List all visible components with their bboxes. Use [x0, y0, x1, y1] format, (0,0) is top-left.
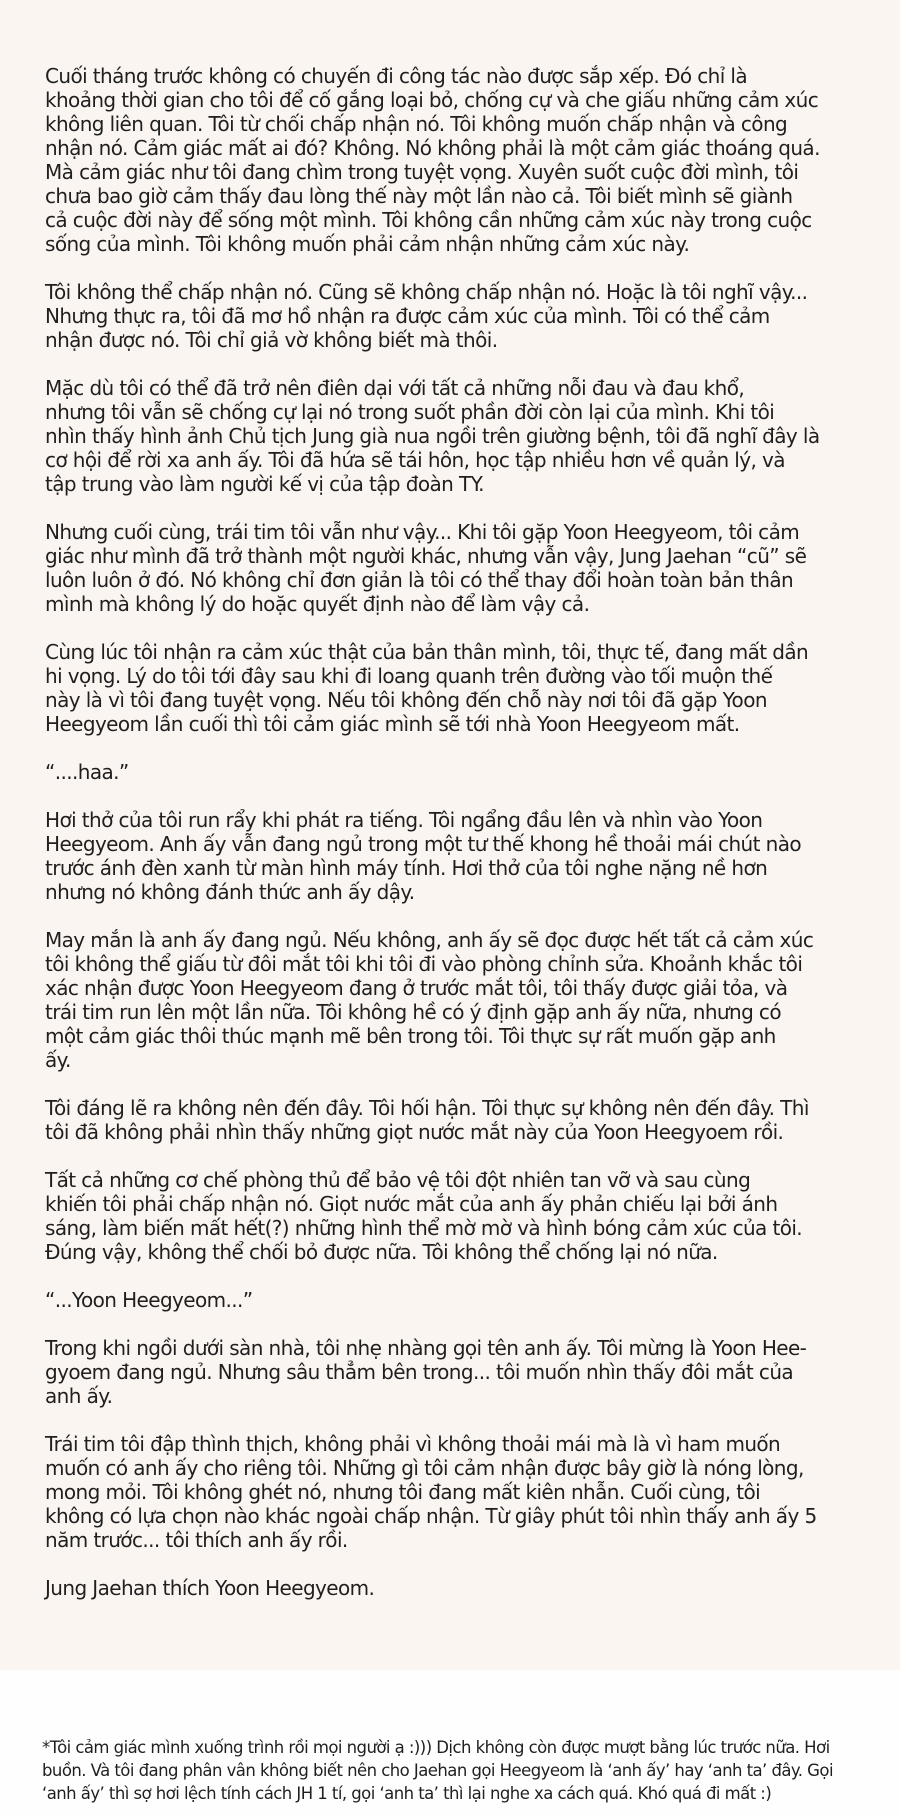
paragraph: [45, 280, 870, 352]
text-line: cả cuộc đời này để sống một mình. Tôi không cần những cảm xúc này trong cuộc: [45, 208, 812, 232]
text-line: May mắn là anh ấy đang ngủ. Nếu không, anh ấy sẽ đọc được hết tất cả cảm xúc: [45, 928, 814, 952]
text-line: Nhưng cuối cùng, trái tim tôi vẫn như vậy... Khi tôi gặp Yoon Heegyeom, tôi cảm: [45, 520, 800, 544]
text-line: không có lựa chọn nào khác ngoài chấp nhận. Từ giây phút tôi nhìn thấy anh ấy 5: [45, 1504, 817, 1528]
text-line: anh ấy.: [45, 1384, 113, 1408]
text-line: Jung Jaehan thích Yoon Heegyeom.: [45, 1576, 375, 1600]
paragraph: [45, 1288, 870, 1312]
note-line: ‘anh ấy’ thì sợ hơi lệch tính cách JH 1 tí, gọi ‘anh ta’ thì lại nghe xa cách quá. Khó quá đi mất :): [42, 1784, 772, 1803]
text-line: tôi không thể giấu từ đôi mắt tôi khi tôi đi vào phòng chỉnh sửa. Khoảnh khắc tôi: [45, 952, 803, 976]
text-line: Tôi đáng lẽ ra không nên đến đây. Tôi hối hận. Tôi thực sự không nên đến đây. Thì: [45, 1096, 809, 1120]
text-line: trái tim run lên một lần nữa. Tôi không hề có ý định gặp anh ấy nữa, nhưng có: [45, 1000, 781, 1024]
text-line: luôn luôn ở đó. Nó không chỉ đơn giản là tôi có thể thay đổi hoàn toàn bản thân: [45, 568, 794, 592]
paragraph: [45, 520, 870, 616]
note-line: buồn. Và tôi đang phân vân không biết nên cho Jaehan gọi Heegyeom là ‘anh ấy’ hay ‘anh ta’ đây. Gọi: [42, 1761, 833, 1780]
paragraph: [45, 760, 870, 784]
text-line: Heegyeom. Anh ấy vẫn đang ngủ trong một tư thế khong hề thoải mái chút nào: [45, 832, 801, 856]
text-line: xác nhận được Yoon Heegyeom đang ở trước mắt tôi, tôi thấy được giải tỏa, và: [45, 976, 788, 1000]
text-line: mong mỏi. Tôi không ghét nó, nhưng tôi đang mất kiên nhẫn. Cuối cùng, tôi: [45, 1480, 761, 1504]
text-line: muốn có anh ấy cho riêng tôi. Những gì tôi cảm nhận được bây giờ là nóng lòng,: [45, 1456, 804, 1480]
text-line: khoảng thời gian cho tôi để cố gắng loại bỏ, chống cự và che giấu những cảm xúc: [45, 88, 819, 112]
translator-note: [42, 1736, 888, 1805]
text-line: nhận được nó. Tôi chỉ giả vờ không biết mà thôi.: [45, 328, 498, 352]
story-text: [45, 64, 870, 1624]
text-line: một cảm giác thôi thúc mạnh mẽ bên trong tôi. Tôi thực sự rất muốn gặp anh: [45, 1024, 776, 1048]
text-line: gyoem đang ngủ. Nhưng sâu thẳm bên trong... tôi muốn nhìn thấy đôi mắt của: [45, 1360, 794, 1384]
text-line: “....haa.”: [45, 760, 129, 784]
text-line: Mặc dù tôi có thể đã trở nên điên dại với tất cả những nỗi đau và đau khổ,: [45, 376, 745, 400]
paragraph: [45, 928, 870, 1072]
text-line: chưa bao giờ cảm thấy đau lòng thế này một lần nào cả. Tôi biết mình sẽ giành: [45, 184, 793, 208]
paragraph: [45, 1336, 870, 1408]
text-line: Tôi không thể chấp nhận nó. Cũng sẽ không chấp nhận nó. Hoặc là tôi nghĩ vậy...: [45, 280, 808, 304]
text-line: sáng, làm biến mất hết(?) những hình thể mờ mờ và hình bóng cảm xúc của tôi.: [45, 1216, 803, 1240]
text-line: nhìn thấy hình ảnh Chủ tịch Jung già nua ngồi trên giường bệnh, tôi đã nghĩ đây là: [45, 424, 820, 448]
text-line: Cuối tháng trước không có chuyến đi công tác nào được sắp xếp. Đó chỉ là: [45, 64, 748, 88]
text-line: trước ánh đèn xanh từ màn hình máy tính. Hơi thở của tôi nghe nặng nề hơn: [45, 856, 768, 880]
text-line: sống của mình. Tôi không muốn phải cảm nhận những cảm xúc này.: [45, 232, 690, 256]
text-line: năm trước... tôi thích anh ấy rồi.: [45, 1528, 348, 1552]
text-line: này là vì tôi đang tuyệt vọng. Nếu tôi không đến chỗ này nơi tôi đã gặp Yoon: [45, 688, 767, 712]
text-line: Cùng lúc tôi nhận ra cảm xúc thật của bản thân mình, tôi, thực tế, đang mất dần: [45, 640, 809, 664]
text-line: tôi đã không phải nhìn thấy những giọt nước mắt này của Yoon Heegyoem rồi.: [45, 1120, 784, 1144]
text-line: ấy.: [45, 1048, 71, 1072]
text-line: nhưng tôi vẫn sẽ chống cự lại nó trong suốt phần đời còn lại của mình. Khi tôi: [45, 400, 775, 424]
text-line: mình mà không lý do hoặc quyết định nào để làm vậy cả.: [45, 592, 590, 616]
paragraph: [45, 1432, 870, 1552]
paragraph: [45, 1096, 870, 1144]
paragraph: [45, 640, 870, 736]
text-line: nhưng nó không đánh thức anh ấy dậy.: [45, 880, 415, 904]
text-line: Hơi thở của tôi run rẩy khi phát ra tiếng. Tôi ngẩng đầu lên và nhìn vào Yoon: [45, 808, 763, 832]
text-line: nhận nó. Cảm giác mất ai đó? Không. Nó không phải là một cảm giác thoáng quá.: [45, 136, 820, 160]
text-line: cơ hội để rời xa anh ấy. Tôi đã hứa sẽ tái hôn, học tập nhiều hơn về quản lý, và: [45, 448, 785, 472]
text-line: Trái tim tôi đập thình thịch, không phải vì không thoải mái mà là vì ham muốn: [45, 1432, 781, 1456]
paragraph: [45, 64, 870, 256]
text-line: không liên quan. Tôi từ chối chấp nhận nó. Tôi không muốn chấp nhận và công: [45, 112, 788, 136]
text-line: Đúng vậy, không thể chối bỏ được nữa. Tôi không thể chống lại nó nữa.: [45, 1240, 718, 1264]
note-line: *Tôi cảm giác mình xuống trình rồi mọi người ạ :))) Dịch không còn được mượt bằng lúc trước nữa. Hơi: [42, 1738, 830, 1757]
paragraph: [45, 1576, 870, 1600]
text-line: giác như mình đã trở thành một người khác, nhưng vẫn vậy, Jung Jaehan “cũ” sẽ: [45, 544, 807, 568]
text-line: khiến tôi phải chấp nhận nó. Giọt nước mắt của anh ấy phản chiếu lại bởi ánh: [45, 1192, 778, 1216]
text-line: Nhưng thực ra, tôi đã mơ hồ nhận ra được cảm xúc của mình. Tôi có thể cảm: [45, 304, 770, 328]
text-line: tập trung vào làm người kế vị của tập đoàn TY.: [45, 472, 484, 496]
text-line: “...Yoon Heegyeom...”: [45, 1288, 253, 1312]
text-line: Trong khi ngồi dưới sàn nhà, tôi nhẹ nhàng gọi tên anh ấy. Tôi mừng là Yoon Hee-: [45, 1336, 807, 1360]
text-line: Heegyeom lần cuối thì tôi cảm giác mình sẽ tới nhà Yoon Heegyeom mất.: [45, 712, 740, 736]
text-line: Mà cảm giác như tôi đang chìm trong tuyệt vọng. Xuyên suốt cuộc đời mình, tôi: [45, 160, 799, 184]
paragraph: [45, 1168, 870, 1264]
paragraph: [45, 376, 870, 496]
text-line: hi vọng. Lý do tôi tới đây sau khi đi loang quanh trên đường vào tối muộn thế: [45, 664, 773, 688]
text-line: Tất cả những cơ chế phòng thủ để bảo vệ tôi đột nhiên tan vỡ và sau cùng: [45, 1168, 751, 1192]
paragraph: [45, 808, 870, 904]
